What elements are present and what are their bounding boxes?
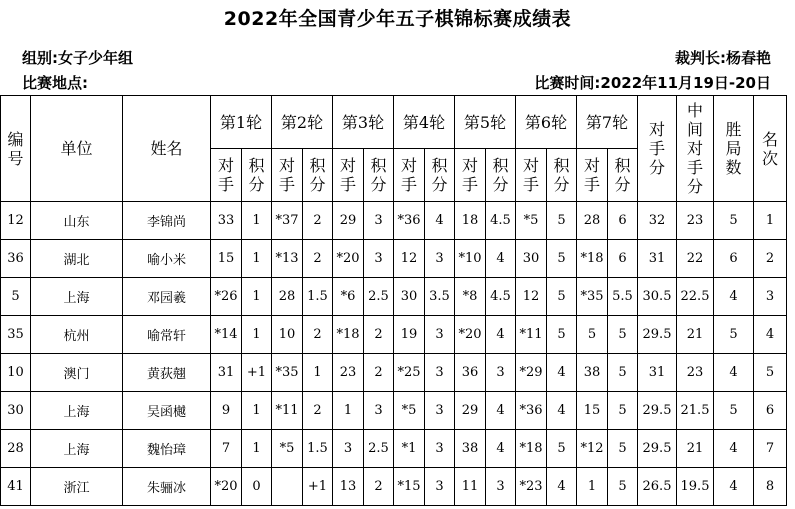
player-unit: 湖北 <box>31 240 123 278</box>
round-opponent: 33 <box>211 202 242 240</box>
header-score: 积分 <box>303 149 333 202</box>
table-row <box>1 278 787 316</box>
header-opp-score: 对手分 <box>638 96 677 202</box>
round-score: 1 <box>242 316 272 354</box>
round-score: 3 <box>364 202 394 240</box>
player-name: 李锦尚 <box>123 202 211 240</box>
round-opponent: 28 <box>272 278 303 316</box>
table-row <box>1 392 787 430</box>
header-rank: 名次 <box>754 96 787 202</box>
round-score: +1 <box>303 468 333 506</box>
header-opponent: 对手 <box>211 149 242 202</box>
header-score: 积分 <box>486 149 516 202</box>
header-id: 编号 <box>1 96 31 202</box>
round-opponent: *18 <box>577 240 608 278</box>
player-name: 吴函樾 <box>123 392 211 430</box>
header-opponent: 对手 <box>394 149 425 202</box>
round-score: 1 <box>242 240 272 278</box>
header-round: 第5轮 <box>455 96 516 149</box>
round-score: 4 <box>547 354 577 392</box>
round-score: +1 <box>242 354 272 392</box>
round-opponent: 31 <box>211 354 242 392</box>
round-score: 4.5 <box>486 202 516 240</box>
header-opponent: 对手 <box>272 149 303 202</box>
player-id: 10 <box>1 354 31 392</box>
round-score: 5 <box>608 354 638 392</box>
round-score: 3 <box>425 354 455 392</box>
player-name: 邓园羲 <box>123 278 211 316</box>
round-opponent: *6 <box>333 278 364 316</box>
round-opponent: 12 <box>516 278 547 316</box>
round-opponent: 11 <box>455 468 486 506</box>
header-round: 第1轮 <box>211 96 272 149</box>
round-opponent: *5 <box>272 430 303 468</box>
round-score: 6 <box>608 240 638 278</box>
round-score: 3 <box>425 392 455 430</box>
round-score: 1.5 <box>303 278 333 316</box>
round-score: 4 <box>547 468 577 506</box>
round-opponent: 23 <box>333 354 364 392</box>
wins: 4 <box>714 468 754 506</box>
rank: 3 <box>754 278 787 316</box>
wins: 5 <box>714 202 754 240</box>
mid-opp-score: 21 <box>677 316 714 354</box>
opp-score: 29.5 <box>638 430 677 468</box>
opp-score: 29.5 <box>638 316 677 354</box>
round-score: 1 <box>242 392 272 430</box>
opp-score: 31 <box>638 354 677 392</box>
opp-score: 32 <box>638 202 677 240</box>
round-opponent: 38 <box>455 430 486 468</box>
round-score: 1 <box>242 202 272 240</box>
round-score: 4 <box>486 316 516 354</box>
round-score: 2 <box>364 354 394 392</box>
header-round: 第7轮 <box>577 96 638 149</box>
round-score: 4 <box>486 430 516 468</box>
round-opponent: 30 <box>516 240 547 278</box>
opp-score: 30.5 <box>638 278 677 316</box>
header-opponent: 对手 <box>455 149 486 202</box>
round-opponent: *25 <box>394 354 425 392</box>
wins: 4 <box>714 278 754 316</box>
round-opponent: 29 <box>333 202 364 240</box>
player-unit: 澳门 <box>31 354 123 392</box>
round-score: 1 <box>242 278 272 316</box>
player-id: 30 <box>1 392 31 430</box>
player-id: 36 <box>1 240 31 278</box>
round-score: 2.5 <box>364 278 394 316</box>
player-name: 喻常轩 <box>123 316 211 354</box>
round-score: 5.5 <box>608 278 638 316</box>
results-table <box>0 95 787 506</box>
round-score: 2 <box>303 392 333 430</box>
table-row <box>1 430 787 468</box>
round-opponent: 38 <box>577 354 608 392</box>
player-id: 12 <box>1 202 31 240</box>
round-score: 4 <box>486 392 516 430</box>
round-opponent: 30 <box>394 278 425 316</box>
rank: 2 <box>754 240 787 278</box>
header-opponent: 对手 <box>516 149 547 202</box>
player-id: 35 <box>1 316 31 354</box>
table-row <box>1 316 787 354</box>
table-row <box>1 354 787 392</box>
player-name: 黄荻翹 <box>123 354 211 392</box>
round-score: 5 <box>547 316 577 354</box>
header-opponent: 对手 <box>577 149 608 202</box>
wins: 5 <box>714 316 754 354</box>
table-row <box>1 240 787 278</box>
round-score: 5 <box>547 240 577 278</box>
player-unit: 上海 <box>31 278 123 316</box>
wins: 4 <box>714 430 754 468</box>
round-score: 5 <box>608 468 638 506</box>
mid-opp-score: 19.5 <box>677 468 714 506</box>
round-score: 4 <box>486 240 516 278</box>
round-opponent: *26 <box>211 278 242 316</box>
round-score: 2 <box>303 240 333 278</box>
round-score: 5 <box>608 316 638 354</box>
round-opponent: *29 <box>516 354 547 392</box>
mid-opp-score: 22 <box>677 240 714 278</box>
round-opponent: *18 <box>516 430 547 468</box>
round-opponent: *37 <box>272 202 303 240</box>
player-id: 28 <box>1 430 31 468</box>
rank: 4 <box>754 316 787 354</box>
round-opponent: *18 <box>333 316 364 354</box>
round-opponent: 7 <box>211 430 242 468</box>
round-score: 4.5 <box>486 278 516 316</box>
round-score: 5 <box>547 202 577 240</box>
mid-opp-score: 23 <box>677 354 714 392</box>
round-score: 2 <box>364 316 394 354</box>
round-score: 4 <box>425 202 455 240</box>
round-score: 1 <box>242 430 272 468</box>
opp-score: 31 <box>638 240 677 278</box>
round-score: 6 <box>608 202 638 240</box>
round-opponent: *11 <box>272 392 303 430</box>
referee-label: 裁判长:杨春艳 <box>675 49 771 67</box>
opp-score: 29.5 <box>638 392 677 430</box>
table-row <box>1 468 787 506</box>
rank: 6 <box>754 392 787 430</box>
round-opponent: 3 <box>333 430 364 468</box>
header-round: 第4轮 <box>394 96 455 149</box>
round-opponent: *15 <box>394 468 425 506</box>
rank: 5 <box>754 354 787 392</box>
player-unit: 山东 <box>31 202 123 240</box>
round-score: 5 <box>608 392 638 430</box>
round-score: 3 <box>425 468 455 506</box>
round-opponent: *12 <box>577 430 608 468</box>
round-score: 2 <box>303 202 333 240</box>
round-score: 3 <box>425 240 455 278</box>
wins: 4 <box>714 354 754 392</box>
round-score: 2 <box>364 468 394 506</box>
round-opponent: *35 <box>272 354 303 392</box>
round-opponent: *20 <box>333 240 364 278</box>
header-score: 积分 <box>364 149 394 202</box>
round-opponent: *11 <box>516 316 547 354</box>
header-round: 第6轮 <box>516 96 577 149</box>
round-score: 5 <box>547 278 577 316</box>
rank: 8 <box>754 468 787 506</box>
round-score: 3 <box>364 240 394 278</box>
rank: 1 <box>754 202 787 240</box>
round-score: 4 <box>547 392 577 430</box>
round-score: 3 <box>425 316 455 354</box>
round-score: 5 <box>608 430 638 468</box>
header-unit: 单位 <box>31 96 123 202</box>
header-score: 积分 <box>242 149 272 202</box>
round-opponent: 9 <box>211 392 242 430</box>
round-opponent: 28 <box>577 202 608 240</box>
mid-opp-score: 22.5 <box>677 278 714 316</box>
page-title: 2022年全国青少年五子棋锦标赛成绩表 <box>223 8 572 30</box>
header-score: 积分 <box>425 149 455 202</box>
round-opponent: *36 <box>516 392 547 430</box>
player-id: 5 <box>1 278 31 316</box>
player-name: 喻小米 <box>123 240 211 278</box>
group-label: 组别:女子少年组 <box>22 49 133 67</box>
player-unit: 浙江 <box>31 468 123 506</box>
round-opponent: 12 <box>394 240 425 278</box>
player-id: 41 <box>1 468 31 506</box>
player-name: 魏怡璋 <box>123 430 211 468</box>
round-opponent: *14 <box>211 316 242 354</box>
round-opponent: *5 <box>516 202 547 240</box>
mid-opp-score: 23 <box>677 202 714 240</box>
table-body <box>1 202 787 506</box>
mid-opp-score: 21.5 <box>677 392 714 430</box>
round-opponent: *13 <box>272 240 303 278</box>
round-score: 3 <box>425 430 455 468</box>
round-opponent: 10 <box>272 316 303 354</box>
round-opponent: 29 <box>455 392 486 430</box>
round-opponent: *5 <box>394 392 425 430</box>
round-score: 2 <box>303 316 333 354</box>
round-opponent <box>272 468 303 506</box>
wins: 5 <box>714 392 754 430</box>
header-name: 姓名 <box>123 96 211 202</box>
header-mid-opp-score: 中间对手分 <box>677 96 714 202</box>
round-opponent: *1 <box>394 430 425 468</box>
round-opponent: 5 <box>577 316 608 354</box>
venue-label: 比赛地点: <box>22 74 88 92</box>
table-row <box>1 202 787 240</box>
header-opponent: 对手 <box>333 149 364 202</box>
table-header <box>1 96 787 202</box>
header-round: 第2轮 <box>272 96 333 149</box>
player-unit: 上海 <box>31 430 123 468</box>
round-score: 5 <box>547 430 577 468</box>
round-opponent: *20 <box>455 316 486 354</box>
round-opponent: *36 <box>394 202 425 240</box>
mid-opp-score: 21 <box>677 430 714 468</box>
round-score: 1 <box>303 354 333 392</box>
round-opponent: 15 <box>577 392 608 430</box>
round-score: 3.5 <box>425 278 455 316</box>
header-round: 第3轮 <box>333 96 394 149</box>
round-opponent: 15 <box>211 240 242 278</box>
header-score: 积分 <box>547 149 577 202</box>
round-score: 0 <box>242 468 272 506</box>
round-opponent: *35 <box>577 278 608 316</box>
round-opponent: *20 <box>211 468 242 506</box>
round-opponent: 13 <box>333 468 364 506</box>
opp-score: 26.5 <box>638 468 677 506</box>
wins: 6 <box>714 240 754 278</box>
round-opponent: 18 <box>455 202 486 240</box>
player-unit: 上海 <box>31 392 123 430</box>
round-opponent: 19 <box>394 316 425 354</box>
round-score: 2.5 <box>364 430 394 468</box>
date-label: 比赛时间:2022年11月19日-20日 <box>534 74 771 92</box>
round-opponent: *10 <box>455 240 486 278</box>
header-score: 积分 <box>608 149 638 202</box>
rank: 7 <box>754 430 787 468</box>
player-unit: 杭州 <box>31 316 123 354</box>
round-score: 3 <box>364 392 394 430</box>
player-name: 朱骊冰 <box>123 468 211 506</box>
round-score: 1.5 <box>303 430 333 468</box>
round-opponent: *8 <box>455 278 486 316</box>
round-score: 3 <box>486 468 516 506</box>
round-score: 3 <box>486 354 516 392</box>
header-wins: 胜局数 <box>714 96 754 202</box>
round-opponent: *23 <box>516 468 547 506</box>
round-opponent: 1 <box>333 392 364 430</box>
round-opponent: 1 <box>577 468 608 506</box>
round-opponent: 36 <box>455 354 486 392</box>
